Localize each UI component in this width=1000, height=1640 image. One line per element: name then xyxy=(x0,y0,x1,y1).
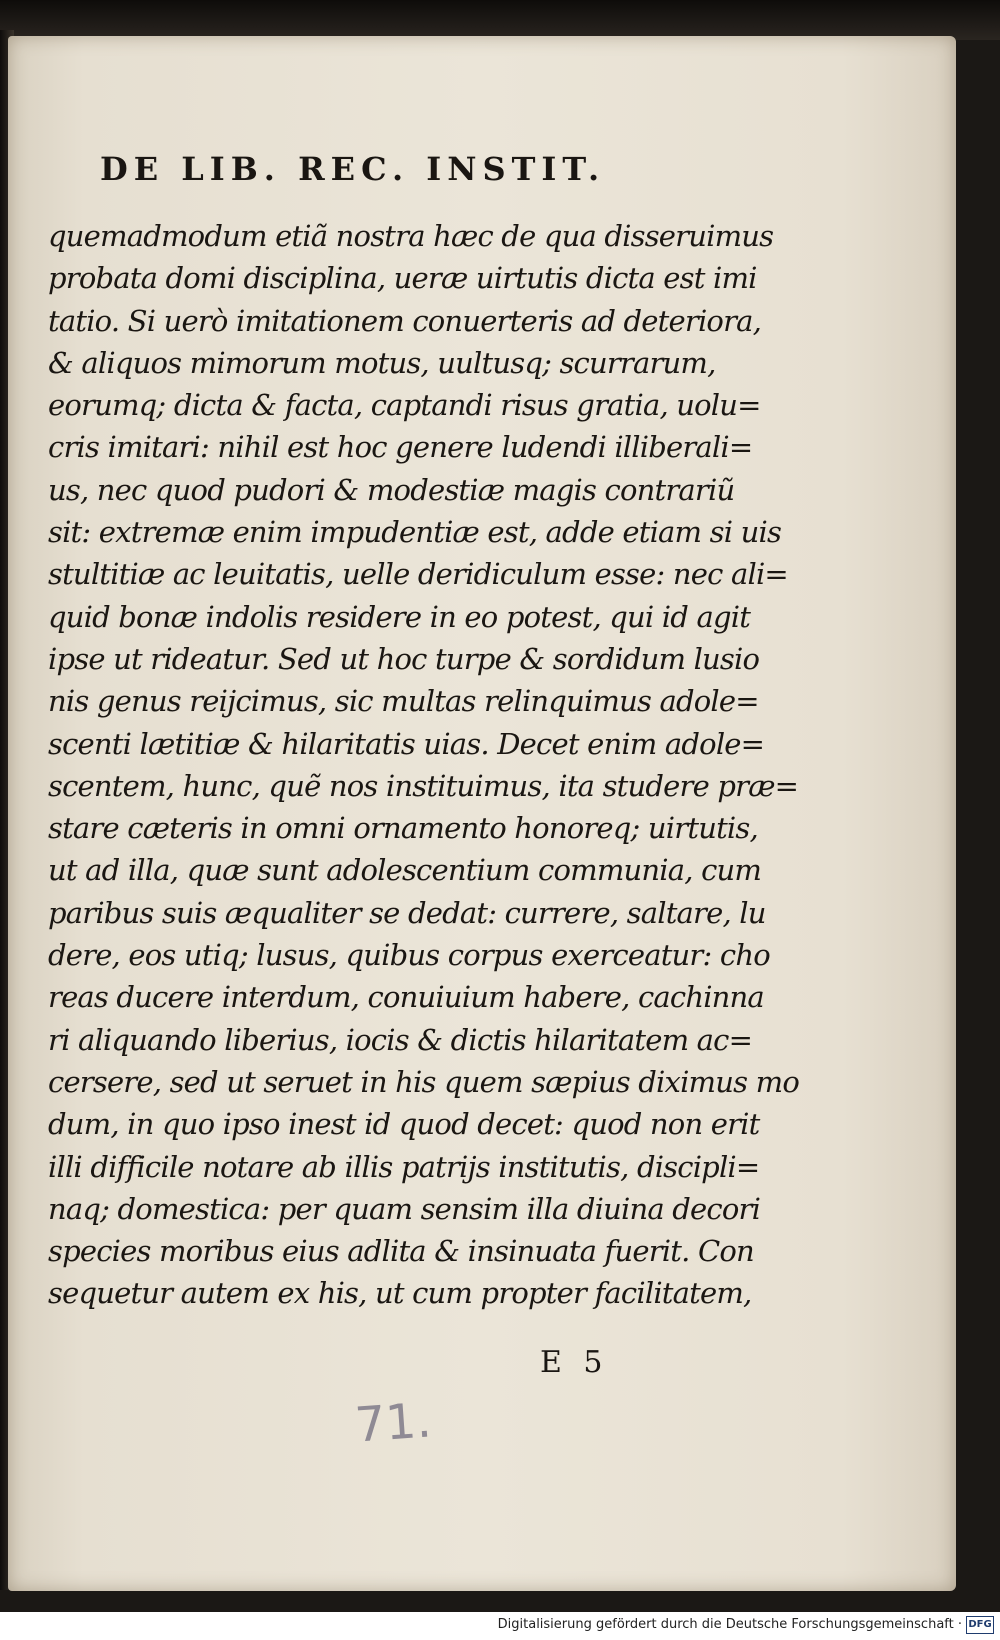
text-line: stare cæteris in omni ornamento honoreq; uirtutis, xyxy=(48,811,758,846)
text-line: reas ducere interdum, conuiuium habere, cachinna xyxy=(48,980,764,1015)
text-line: us, nec quod pudori & modestiæ magis contrariũ xyxy=(48,472,735,507)
body-text xyxy=(48,215,799,1315)
book-edge-top xyxy=(0,0,1000,40)
text-line: nis genus reijcimus, sic multas relinquimus adole= xyxy=(48,684,759,719)
text-line: species moribus eius adlita & insinuata fuerit. Con xyxy=(48,1234,754,1269)
text-line: eorumq; dicta & facta, captandi risus gratia, uolu= xyxy=(48,388,761,423)
text-line: scenti lætitiæ & hilaritatis uias. Decet enim adole= xyxy=(48,726,765,761)
signature-mark: E 5 xyxy=(540,1345,609,1380)
text-line: ri aliquando liberius, iocis & dictis hilaritatem ac= xyxy=(48,1022,753,1057)
text-line: illi difficile notare ab illis patrijs institutis, discipli= xyxy=(48,1149,760,1184)
text-line: quemadmodum etiã nostra hæc de qua disseruimus xyxy=(48,219,774,253)
text-line: tatio. Si uerò imitationem conuerteris ad deteriora, xyxy=(48,303,762,338)
text-line: paribus suis æqualiter se dedat: currere, saltare, lu xyxy=(48,895,766,930)
dfg-logo-icon: DFG xyxy=(966,1616,994,1634)
text-line: stultitiæ ac leuitatis, uelle deridiculum esse: nec ali= xyxy=(48,557,788,592)
footer-credit: Digitalisierung gefördert durch die Deutsche Forschungsgemeinschaft · xyxy=(497,1617,962,1632)
text-line: quid bonæ indolis residere in eo potest, qui id agit xyxy=(48,599,751,634)
text-line: naq; domestica: per quam sensim illa diuina decori xyxy=(48,1191,761,1226)
handwritten-folio-number: 71. xyxy=(353,1392,434,1454)
text-line: cris imitari: nihil est hoc genere ludendi illiberali= xyxy=(48,430,753,465)
text-line: ut ad illa, quæ sunt adolescentium communia, cum xyxy=(48,853,762,888)
text-line: ipse ut rideatur. Sed ut hoc turpe & sordidum lusio xyxy=(48,641,760,676)
text-line: & aliquos mimorum motus, uultusq; scurrarum, xyxy=(48,345,716,380)
text-line: dum, in quo ipso inest id quod decet: quod non erit xyxy=(48,1107,760,1142)
running-head: DE LIB. REC. INSTIT. xyxy=(100,150,606,188)
text-line: sequetur autem ex his, ut cum propter facilitatem, xyxy=(48,1276,752,1311)
text-line: cersere, sed ut seruet in his quem sæpius diximus mo xyxy=(48,1064,799,1099)
text-line: sit: extremæ enim impudentiæ est, adde etiam si uis xyxy=(48,515,782,550)
text-line: dere, eos utiq; lusus, quibus corpus exerceatur: cho xyxy=(48,938,770,973)
text-line: scentem, hunc, quẽ nos instituimus, ita studere præ= xyxy=(48,768,799,803)
text-line: probata domi disciplina, ueræ uirtutis dicta est imi xyxy=(48,261,757,296)
